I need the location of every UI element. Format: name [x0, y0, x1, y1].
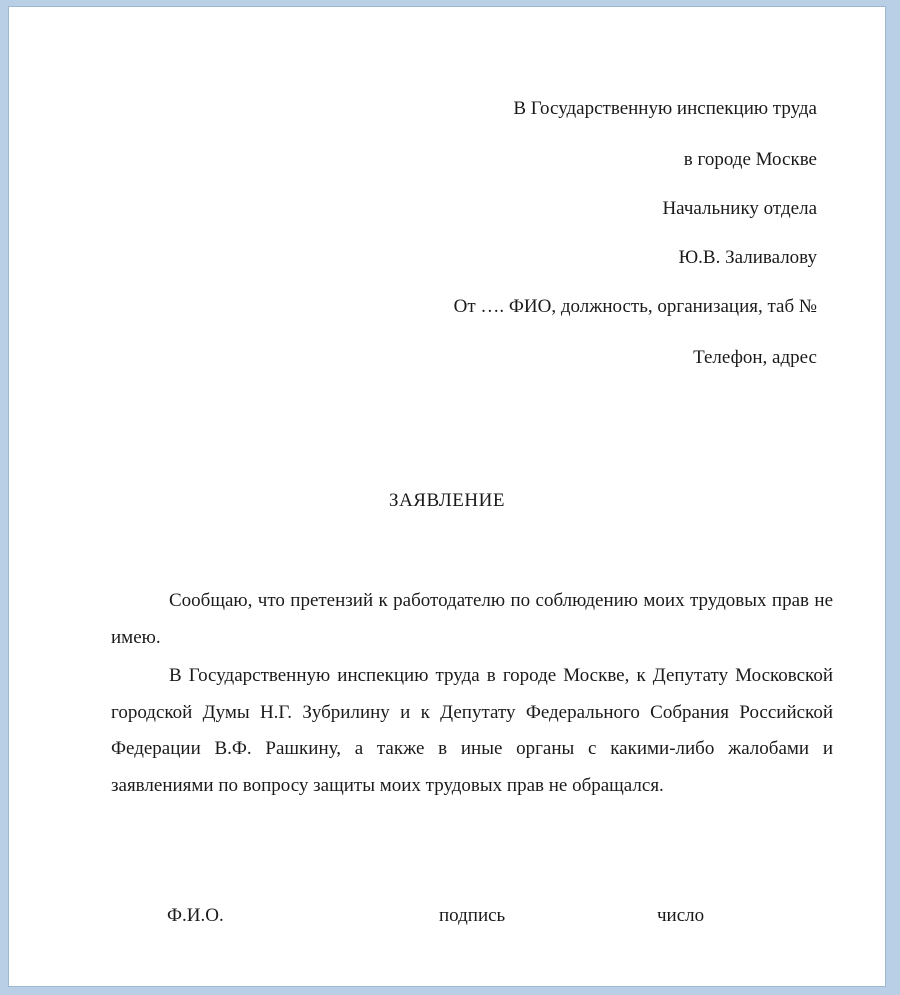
sender-line: От …. ФИО, должность, организация, таб №: [453, 296, 817, 317]
signature-sign-label: подпись: [439, 905, 506, 926]
signature-name-label: Ф.И.О.: [167, 905, 224, 926]
sender-contact-line: Телефон, адрес: [693, 347, 817, 368]
addressee-line-city: в городе Москве: [683, 149, 817, 170]
addressee-line-name: Ю.В. Заливалову: [678, 247, 817, 268]
body-paragraph-2: В Государственную инспекцию труда в городе Москве, к Депутату Московской городской Думы Н.Г. Зубрилину и к Депутату Федерального Собрания Российской Федерации В.Ф. Рашкину, а также в иные органы с какими-либо жалобами и заявлениями по вопросу защиты моих трудовых прав не обращался.: [111, 665, 833, 796]
addressee-line-position: Начальнику отдела: [662, 198, 817, 219]
signature-date-label: число: [657, 905, 705, 926]
document-title: ЗАЯВЛЕНИЕ: [389, 490, 505, 511]
document-page: [8, 6, 886, 987]
body-paragraph-1: Сообщаю, что претензий к работодателю по соблюдению моих трудовых прав не имею.: [111, 590, 833, 648]
addressee-line-inspection: В Государственную инспекцию труда: [513, 98, 817, 119]
